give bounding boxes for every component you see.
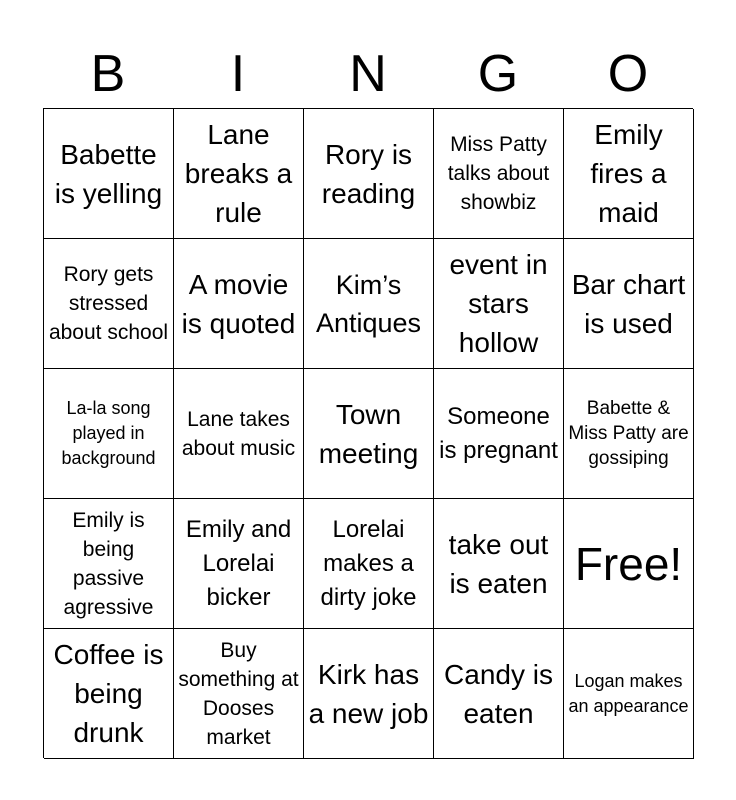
bingo-cell-r2c4[interactable] (434, 239, 564, 369)
cell-text: Lorelai makes a dirty joke (320, 515, 417, 611)
cell-text: event in stars hollow (449, 249, 548, 358)
bingo-cell-r1c4[interactable] (434, 109, 564, 239)
cell-text: Emily and Lorelai bicker (185, 515, 292, 611)
cell-text: Emily is being passive agressive (63, 508, 154, 619)
bingo-cell-r4c1[interactable] (44, 499, 174, 629)
cell-text: Logan makes an appearance (568, 670, 689, 716)
bingo-cell-r1c3[interactable] (304, 109, 434, 239)
header-letter-o: O (607, 45, 649, 103)
cell-text: Lane breaks a rule (184, 119, 293, 228)
cell-text: Candy is eaten (444, 658, 553, 729)
bingo-cell-r2c1[interactable] (44, 239, 174, 369)
bingo-cell-r1c5[interactable] (564, 109, 694, 239)
header-letter-i: I (230, 45, 246, 103)
free-space-text: Free! (574, 537, 683, 590)
bingo-cell-r3c5[interactable] (564, 369, 694, 499)
cell-text: Kirk has a new job (308, 658, 429, 729)
bingo-cell-r2c2[interactable] (174, 239, 304, 369)
header-letter-b: B (90, 45, 126, 103)
bingo-cell-r5c1[interactable] (44, 629, 174, 759)
bingo-cell-r4c2[interactable] (174, 499, 304, 629)
bingo-cell-r3c4[interactable] (434, 369, 564, 499)
cell-text: Someone is pregnant (439, 402, 558, 464)
cell-text: Coffee is being drunk (53, 639, 164, 748)
bingo-cell-r1c1[interactable] (44, 109, 174, 239)
cell-text: Babette is yelling (54, 138, 163, 209)
bingo-cell-r5c2[interactable] (174, 629, 304, 759)
bingo-cell-r3c2[interactable] (174, 369, 304, 499)
cell-text: Lane takes about music (181, 407, 296, 460)
header-letter-g: G (477, 45, 519, 103)
bingo-cell-r5c3[interactable] (304, 629, 434, 759)
bingo-header (43, 40, 693, 108)
bingo-cell-r2c3[interactable] (304, 239, 434, 369)
bingo-cell-free-space[interactable] (564, 499, 694, 629)
bingo-cell-r4c4[interactable] (434, 499, 564, 629)
cell-text: Town meeting (318, 398, 419, 469)
cell-text: take out is eaten (448, 528, 549, 599)
bingo-card-grid (43, 108, 693, 758)
bingo-cell-r3c3[interactable] (304, 369, 434, 499)
bingo-cell-r5c4[interactable] (434, 629, 564, 759)
cell-text: Buy something at Dooses market (178, 638, 299, 749)
cell-text: La-la song played in background (61, 398, 156, 468)
cell-text: A movie is quoted (181, 268, 296, 339)
bingo-cell-r2c5[interactable] (564, 239, 694, 369)
bingo-cell-r3c1[interactable] (44, 369, 174, 499)
bingo-cell-r5c5[interactable] (564, 629, 694, 759)
cell-text: Kim’s Antiques (315, 269, 422, 338)
bingo-cell-r1c2[interactable] (174, 109, 304, 239)
cell-text: Miss Patty talks about showbiz (447, 133, 550, 214)
header-letter-n: N (349, 45, 387, 103)
cell-text: Babette & Miss Patty are gossiping (568, 398, 689, 469)
bingo-cell-r4c3[interactable] (304, 499, 434, 629)
cell-text: Rory gets stressed about school (48, 263, 169, 344)
cell-text: Emily fires a maid (590, 119, 667, 228)
cell-text: Rory is reading (321, 138, 416, 209)
cell-text: Bar chart is used (571, 268, 686, 339)
